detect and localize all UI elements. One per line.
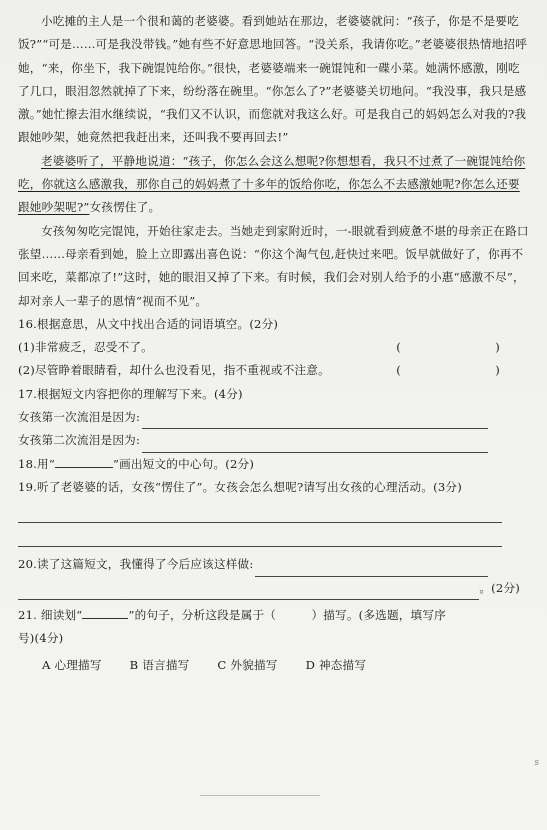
q16-item-1: (1)非常疲乏，忍受不了。 ( ) xyxy=(18,336,530,359)
q20-line-2: 。(2分) xyxy=(18,577,530,600)
q16-item-2: (2)尽管睁着眼睛看，却什么也没看见，指不重视或不注意。 ( ) xyxy=(18,359,530,382)
passage-and-questions xyxy=(18,10,530,678)
question-20: 20.读了这篇短文，我懂得了今后应该这样做: xyxy=(18,553,530,576)
option-d[interactable]: D 神态描写 xyxy=(305,658,367,673)
answer-paren[interactable]: ( ) xyxy=(396,363,500,378)
line-blank xyxy=(82,606,128,619)
corner-mark: ꜱ xyxy=(534,758,539,768)
answer-line[interactable] xyxy=(18,523,502,547)
question-17: 17.根据短文内容把你的理解写下来。(4分) xyxy=(18,386,243,401)
answer-line[interactable] xyxy=(18,499,502,523)
option-b[interactable]: B 语言描写 xyxy=(129,658,190,673)
question-18: 18.用“ ”画出短文的中心句。(2分) xyxy=(18,456,255,471)
q21-options xyxy=(18,654,530,677)
line-blank xyxy=(55,455,113,468)
bottom-rule xyxy=(200,795,320,796)
option-a[interactable]: A 心理描写 xyxy=(42,658,102,673)
question-21: 21. 细读划“ ”的句子，分析这段是属于（ ）描写。(多选题，填写序 xyxy=(18,607,446,622)
question-19: 19.听了老婆婆的话，女孩“愣住了”。女孩会怎么想呢?请写出女孩的心理活动。(3分) xyxy=(18,479,462,494)
passage-paragraph-3: 女孩匆匆吃完馄饨，开始往家走去。当她走到家附近时，一-眼就看到疲惫不堪的母亲正在路口张望……母亲看到她，脸上立即露出喜色说：“你这个淘气包,赶快过来吧。饭早就做好了，你再不回来吃，菜都凉了!”这时，她的眼泪又掉了下来。有时候，我们会对别人给予的小惠“感激不尽”，却对亲人一辈子的恩情“视而不见”。 xyxy=(18,223,529,308)
passage-paragraph-2: 老婆婆听了，平静地说道：“孩子，你怎么会这么想呢?你想想看，我只不过煮了一碗馄饨给你吃，你就这么感激我，那你自己的妈妈煮了十多年的饭给你吃，你怎么不去感激她呢?你怎么还要跟她吵架呢?”女孩愣住了。 xyxy=(18,153,526,215)
answer-line[interactable] xyxy=(18,584,479,600)
q17-line-1: 女孩第一次流泪是因为: xyxy=(18,406,530,429)
underlined-sentence: 老婆婆听了，平静地说道：“孩子，你怎么会这么想呢?你想想看，我只不过煮了一碗馄饨给你吃，你就这么感激我，那你自己的妈妈煮了十多年的饭给你吃，你怎么不去感激她呢?你怎么还要跟她吵架呢?” xyxy=(18,153,526,215)
answer-line[interactable] xyxy=(255,561,488,577)
question-16: 16.根据意思，从文中找出合适的词语填空。(2分) xyxy=(18,316,279,331)
answer-line[interactable] xyxy=(142,413,488,429)
answer-line[interactable] xyxy=(142,437,488,453)
option-c[interactable]: C 外貌描写 xyxy=(217,658,278,673)
passage-paragraph-1: 小吃摊的主人是一个很和蔼的老婆婆。看到她站在那边，老婆婆就问：“孩子，你是不是要吃饭?”“可是……可是我没带钱。”她有些不好意思地回答。“没关系，我请你吃。”老婆婆很热情地招呼她，“来，你坐下，我下碗馄饨给你。”很快，老婆婆端来一碗馄饨和一碟小菜。她满怀感激，刚吃了几口，眼泪忽然就掉了下来，纷纷落在碗里。“你怎么了?”老婆婆关切地问。“我没事，我只是感激。”她忙擦去泪水继续说，“我们又不认识，而您就对我这么好。可是我自己的妈妈怎么对我的?我跟她吵架，她竟然把我赶出来，还叫我不要再回去!” xyxy=(18,14,527,145)
question-21-cont: 号)(4分) xyxy=(18,631,64,646)
answer-paren[interactable]: ( ) xyxy=(396,340,500,355)
q17-line-2: 女孩第二次流泪是因为: xyxy=(18,429,530,452)
